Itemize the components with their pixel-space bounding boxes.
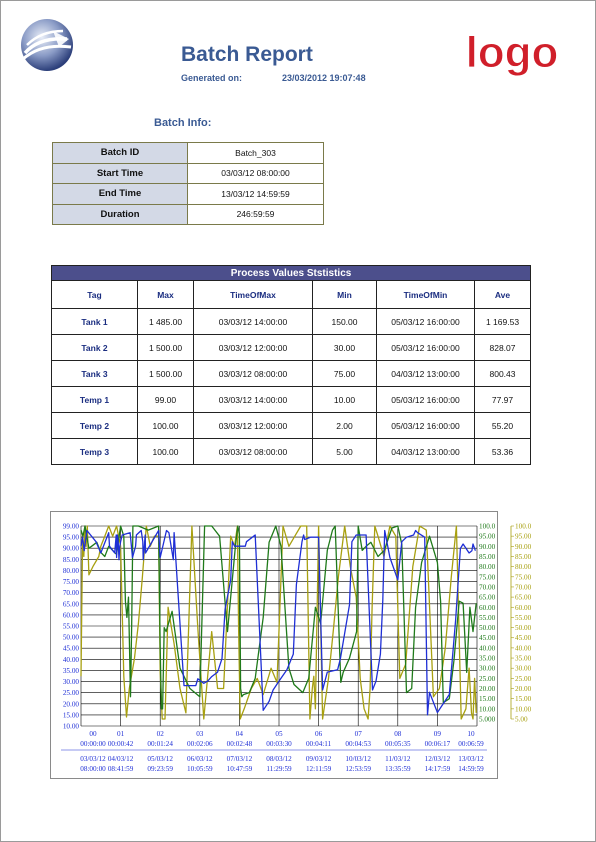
series-line-blue: [81, 531, 475, 715]
x-tick-time-label: 08:41:59: [107, 765, 134, 773]
x-tick-index-label: 06: [315, 730, 323, 738]
table-cell: 2.00: [313, 413, 377, 439]
x-tick-date-label: 03/03/12: [80, 755, 106, 763]
end-time-value: 13/03/12 14:59:59: [188, 184, 324, 205]
x-tick-elapsed-label: 00:00:00: [80, 740, 106, 748]
table-cell: 03/03/12 08:00:00: [194, 439, 313, 465]
right-axis-olive-tick-label: 80.00: [515, 563, 532, 572]
right-axis-olive-tick-label: 25.00: [515, 674, 532, 683]
table-row: [52, 413, 531, 439]
right-axis-olive-tick-label: 85.00: [515, 552, 532, 561]
x-tick-date-label: 05/03/12: [147, 755, 173, 763]
x-tick-index-label: 02: [156, 730, 164, 738]
start-time-value: 03/03/12 08:00:00: [188, 163, 324, 184]
trend-chart-svg: [51, 512, 532, 778]
left-axis-tick-label: 40.00: [62, 655, 79, 664]
left-axis-tick-label: 55.00: [62, 622, 79, 631]
x-tick-date-label: 07/03/12: [226, 755, 253, 763]
table-cell: 5.00: [313, 439, 377, 465]
x-tick-index-label: 00: [89, 730, 97, 738]
table-header-row: [52, 281, 531, 309]
right-axis-olive-tick-label: 90.00: [515, 542, 532, 551]
batch-id-value: Batch_303: [188, 143, 324, 164]
x-tick-date-label: 13/03/12: [458, 755, 484, 763]
generated-timestamp: 23/03/2012 19:07:48: [282, 73, 366, 83]
x-tick-time-label: 14:59:59: [458, 765, 484, 773]
x-tick-date-label: 09/03/12: [305, 755, 332, 763]
table-cell: 800.43: [475, 361, 531, 387]
right-axis-green-tick-label: 50.00: [479, 624, 496, 633]
right-axis-olive-tick-label: 55.00: [515, 613, 532, 622]
x-tick-date-label: 12/03/12: [424, 755, 451, 763]
x-tick-date-label: 08/03/12: [266, 755, 292, 763]
right-axis-olive-tick-label: 75.00: [515, 573, 532, 582]
tag-cell: Temp 3: [52, 439, 138, 465]
right-axis-green-tick-label: 70.00: [479, 583, 496, 592]
left-axis-tick-label: 85.00: [62, 555, 79, 564]
tag-cell: Temp 1: [52, 387, 138, 413]
table-cell: 30.00: [313, 335, 377, 361]
table-cell: 55.20: [475, 413, 531, 439]
x-tick-time-label: 11:29:59: [266, 765, 292, 773]
table-cell: 05/03/12 16:00:00: [377, 309, 475, 335]
brand-logo: [458, 27, 567, 79]
right-axis-green-tick-label: 10.00: [479, 705, 496, 714]
left-axis-tick-label: 95.00: [62, 533, 79, 542]
right-axis-green-tick-label: 80.00: [479, 563, 496, 572]
x-tick-index-label: 03: [196, 730, 204, 738]
table-cell: 03/03/12 08:00:00: [194, 361, 313, 387]
trend-chart: [50, 511, 532, 779]
right-axis-olive-tick-label: 5.00: [515, 715, 528, 724]
table-cell: 828.07: [475, 335, 531, 361]
right-axis-green-tick-label: 75.00: [479, 573, 496, 582]
table-cell: 1 485.00: [138, 309, 194, 335]
tag-cell: Tank 3: [52, 361, 138, 387]
right-axis-olive-tick-label: 65.00: [515, 593, 532, 602]
left-axis-tick-label: 15.00: [62, 711, 79, 720]
table-cell: 04/03/12 13:00:00: [377, 439, 475, 465]
x-tick-time-label: 13:35:59: [385, 765, 411, 773]
table-cell: 03/03/12 14:00:00: [194, 387, 313, 413]
table-row: [53, 184, 324, 205]
x-tick-index-label: 04: [235, 730, 243, 738]
x-tick-index-label: 08: [394, 730, 402, 738]
table-cell: 1 500.00: [138, 361, 194, 387]
table-cell: 05/03/12 16:00:00: [377, 413, 475, 439]
right-axis-olive-tick-label: 40.00: [515, 644, 532, 653]
table-cell: 03/03/12 14:00:00: [194, 309, 313, 335]
x-tick-elapsed-label: 00:00:42: [107, 740, 134, 748]
table-cell: 05/03/12 16:00:00: [377, 335, 475, 361]
x-tick-index-label: 07: [354, 730, 362, 738]
right-axis-green-tick-label: 60.00: [479, 603, 496, 612]
table-row: [52, 335, 531, 361]
left-axis-tick-label: 10.00: [62, 722, 79, 731]
table-cell: 04/03/12 13:00:00: [377, 361, 475, 387]
right-axis-green-tick-label: 90.00: [479, 542, 496, 551]
table-cell: 10.00: [313, 387, 377, 413]
x-tick-index-label: 10: [467, 730, 475, 738]
batch-id-label: Batch ID: [53, 143, 188, 164]
table-row: [52, 361, 531, 387]
right-axis-green-tick-label: 40.00: [479, 644, 496, 653]
x-tick-index-label: 09: [433, 730, 441, 738]
x-tick-elapsed-label: 00:06:59: [458, 740, 484, 748]
right-axis-olive-tick-label: 15.00: [515, 695, 532, 704]
right-axis-olive-tick-label: 100.0: [515, 522, 532, 531]
right-axis-olive-tick-label: 95.00: [515, 532, 532, 541]
column-header: Ave: [475, 281, 531, 309]
table-cell: 99.00: [138, 387, 194, 413]
x-tick-time-label: 09:23:59: [147, 765, 173, 773]
table-cell: 05/03/12 16:00:00: [377, 387, 475, 413]
tag-cell: Tank 2: [52, 335, 138, 361]
right-axis-olive-tick-label: 70.00: [515, 583, 532, 592]
right-axis-green-tick-label: 30.00: [479, 664, 496, 673]
left-axis-tick-label: 90.00: [62, 544, 79, 553]
process-stats-table: [51, 265, 531, 465]
column-header: TimeOfMin: [377, 281, 475, 309]
x-tick-time-label: 10:47:59: [226, 765, 253, 773]
stats-caption: Process Values Ststistics: [52, 266, 531, 281]
left-axis-tick-label: 99.00: [62, 522, 79, 531]
x-tick-elapsed-label: 00:05:35: [385, 740, 411, 748]
right-axis-green-tick-label: 45.00: [479, 634, 496, 643]
right-axis-green-tick-label: 15.00: [479, 695, 496, 704]
left-axis-tick-label: 25.00: [62, 689, 79, 698]
report-title: Batch Report: [181, 43, 313, 66]
left-axis-tick-label: 75.00: [62, 578, 79, 587]
column-header: Min: [313, 281, 377, 309]
left-axis-tick-label: 80.00: [62, 566, 79, 575]
right-axis-olive-tick-label: 10.00: [515, 705, 532, 714]
table-row: [53, 163, 324, 184]
left-axis-tick-label: 35.00: [62, 666, 79, 675]
table-row: [53, 204, 324, 225]
right-axis-green-tick-label: 95.00: [479, 532, 496, 541]
left-axis-tick-label: 65.00: [62, 600, 79, 609]
x-tick-elapsed-label: 00:02:48: [226, 740, 253, 748]
table-cell: 03/03/12 12:00:00: [194, 413, 313, 439]
right-axis-green-tick-label: 20.00: [479, 685, 496, 694]
table-cell: 100.00: [138, 439, 194, 465]
right-axis-green-tick-label: 100.0: [479, 522, 496, 531]
right-axis-green-tick-label: 85.00: [479, 552, 496, 561]
right-axis-olive-tick-label: 60.00: [515, 603, 532, 612]
right-axis-olive-tick-label: 20.00: [515, 685, 532, 694]
right-axis-green-tick-label: 55.00: [479, 613, 496, 622]
table-row: [52, 439, 531, 465]
table-cell: 100.00: [138, 413, 194, 439]
duration-label: Duration: [53, 204, 188, 225]
table-cell: 150.00: [313, 309, 377, 335]
x-tick-elapsed-label: 00:04:53: [345, 740, 371, 748]
right-axis-olive-tick-label: 30.00: [515, 664, 532, 673]
x-tick-time-label: 14:17:59: [424, 765, 451, 773]
x-tick-elapsed-label: 00:06:17: [424, 740, 451, 748]
table-cell: 77.97: [475, 387, 531, 413]
table-cell: 1 169.53: [475, 309, 531, 335]
table-cell: 75.00: [313, 361, 377, 387]
tag-cell: Temp 2: [52, 413, 138, 439]
left-axis-tick-label: 50.00: [62, 633, 79, 642]
right-axis-olive-tick-label: 35.00: [515, 654, 532, 663]
left-axis-tick-label: 45.00: [62, 644, 79, 653]
column-header: Max: [138, 281, 194, 309]
x-tick-date-label: 11/03/12: [385, 755, 411, 763]
table-row: [53, 143, 324, 164]
right-axis-green-tick-label: 25.00: [479, 674, 496, 683]
x-tick-index-label: 01: [117, 730, 125, 738]
brand-logo-text: logo: [465, 28, 559, 77]
right-axis-green-tick-label: 65.00: [479, 593, 496, 602]
x-tick-elapsed-label: 00:03:30: [266, 740, 292, 748]
x-tick-time-label: 10:05:59: [187, 765, 213, 773]
x-tick-elapsed-label: 00:01:24: [147, 740, 173, 748]
table-cell: 03/03/12 12:00:00: [194, 335, 313, 361]
table-row: [52, 309, 531, 335]
x-tick-index-label: 05: [275, 730, 283, 738]
table-cell: 1 500.00: [138, 335, 194, 361]
batch-info-table: [52, 142, 324, 225]
x-tick-date-label: 06/03/12: [187, 755, 213, 763]
x-tick-date-label: 10/03/12: [345, 755, 371, 763]
duration-value: 246:59:59: [188, 204, 324, 225]
batch-info-heading: Batch Info:: [154, 117, 212, 129]
left-axis-tick-label: 30.00: [62, 678, 79, 687]
table-row: [52, 387, 531, 413]
x-tick-time-label: 08:00:00: [80, 765, 106, 773]
column-header: Tag: [52, 281, 138, 309]
start-time-label: Start Time: [53, 163, 188, 184]
right-axis-green-tick-label: 35.00: [479, 654, 496, 663]
x-tick-time-label: 12:11:59: [305, 765, 332, 773]
tag-cell: Tank 1: [52, 309, 138, 335]
x-tick-elapsed-label: 00:04:11: [305, 740, 332, 748]
company-globe-icon: [17, 17, 77, 73]
series-line-olive: [81, 526, 476, 719]
x-tick-elapsed-label: 00:02:06: [187, 740, 213, 748]
generated-label: Generated on:: [181, 73, 243, 83]
table-caption-row: [52, 266, 531, 281]
x-tick-date-label: 04/03/12: [107, 755, 134, 763]
left-axis-tick-label: 60.00: [62, 611, 79, 620]
left-axis-tick-label: 70.00: [62, 589, 79, 598]
right-axis-green-tick-label: 5.000: [479, 715, 496, 724]
column-header: TimeOfMax: [194, 281, 313, 309]
right-axis-olive-tick-label: 45.00: [515, 634, 532, 643]
left-axis-tick-label: 20.00: [62, 700, 79, 709]
right-axis-olive-tick-label: 50.00: [515, 624, 532, 633]
x-tick-time-label: 12:53:59: [345, 765, 371, 773]
end-time-label: End Time: [53, 184, 188, 205]
table-cell: 53.36: [475, 439, 531, 465]
